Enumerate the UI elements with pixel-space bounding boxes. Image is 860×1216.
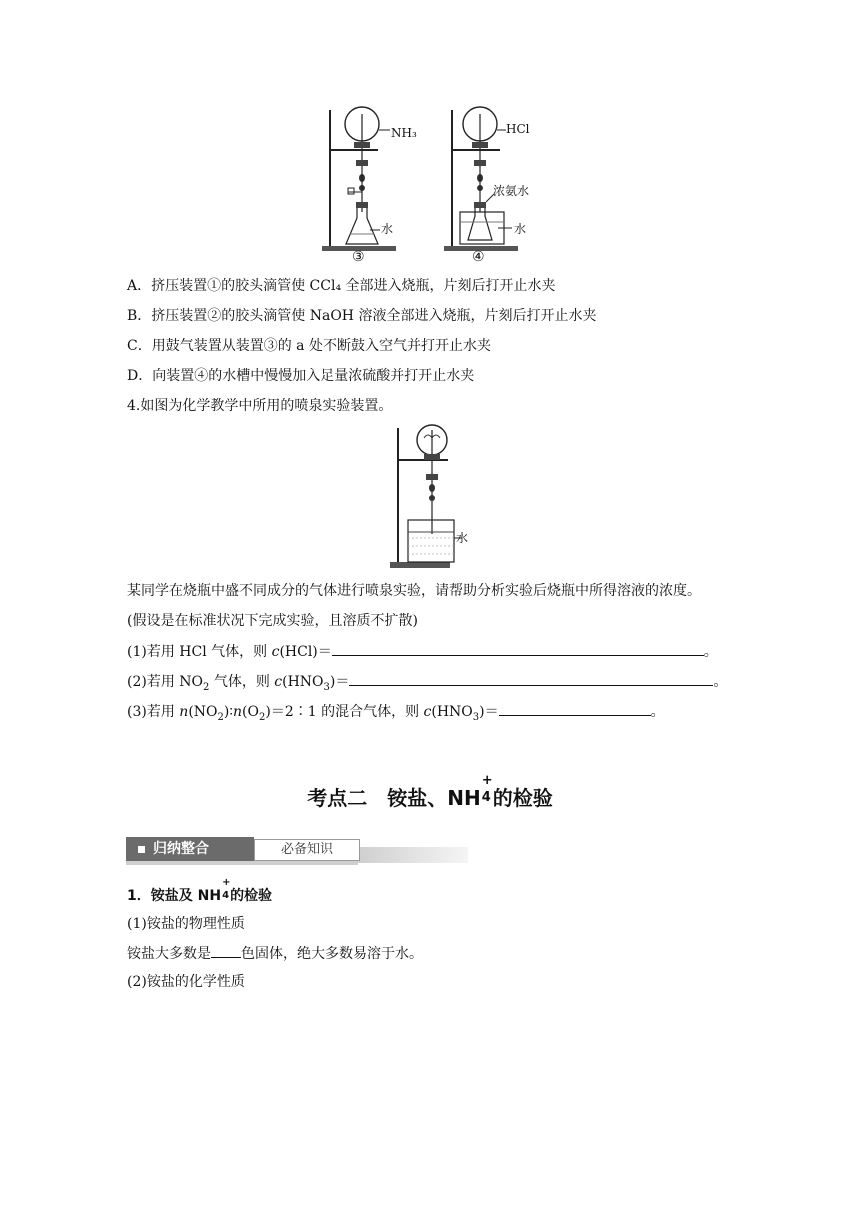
gas-label: NH₃ <box>391 126 417 140</box>
answer-blank[interactable] <box>499 701 651 716</box>
option-a: A．挤压装置①的胶头滴管使 CCl₄ 全部进入烧瓶，片刻后打开止水夹 <box>127 278 556 294</box>
option-c: C．用鼓气装置从装置③的 a 处不断鼓入空气并打开止水夹 <box>127 338 491 354</box>
liquid-label: 水 <box>514 222 527 236</box>
question-4-description: 某同学在烧瓶中盛不同成分的气体进行喷泉实验，请帮助分析实验后烧瓶中所得溶液的浓度。 <box>127 583 701 599</box>
square-icon <box>138 846 145 853</box>
sub-heading-1: (1)铵盐的物理性质 <box>127 916 245 932</box>
sub-heading-2: (2)铵盐的化学性质 <box>127 974 245 990</box>
question-4-note: (假设是在标准状况下完成实验，且溶质不扩散) <box>127 613 418 629</box>
option-b: B．挤压装置②的胶头滴管使 NaOH 溶液全部进入烧瓶，片刻后打开止水夹 <box>127 308 597 324</box>
section-title: 考点二 铵盐、NH + 4 的检验 <box>307 773 553 810</box>
answer-blank[interactable] <box>211 943 241 958</box>
answer-blank[interactable] <box>332 641 704 656</box>
liquid-label: 水 <box>456 531 469 545</box>
option-d: D．向装置④的水槽中慢慢加入足量浓硫酸并打开止水夹 <box>127 368 475 384</box>
figure-caption: ④ <box>472 249 485 265</box>
gas-label: HCl <box>506 122 530 136</box>
answer-blank[interactable] <box>349 671 713 686</box>
part-1: (1)若用 HCl 气体，则 c(HCl)＝ 。 <box>127 641 718 662</box>
apparatus-figure-3 <box>318 102 428 265</box>
apparatus-figure-4 <box>440 102 550 265</box>
liquid-label: 水 <box>381 222 394 236</box>
part-2: (2)若用 $NO_2$ 气体，则 $c(HNO_3)=$ 。 <box>127 671 727 698</box>
figure-caption: ③ <box>352 249 365 265</box>
fountain-apparatus-figure <box>388 424 478 570</box>
part-3: (3)若用 $n(NO_2)∶n(O_2)=2∶1$ 的混合气体，则 $c(HNO_3)=$ 。 <box>127 701 665 728</box>
item-1-heading: 1．铵盐及 NH + 4 的检验 <box>127 877 273 904</box>
section-banner: 归纳整合 必备知识 <box>126 837 468 865</box>
question-4-stem: 4.如图为化学教学中所用的喷泉实验装置。 <box>127 398 393 414</box>
reagent-label: 浓氨水 <box>493 184 530 198</box>
physical-property-line: 铵盐大多数是 色固体，绝大多数易溶于水。 <box>127 943 423 964</box>
